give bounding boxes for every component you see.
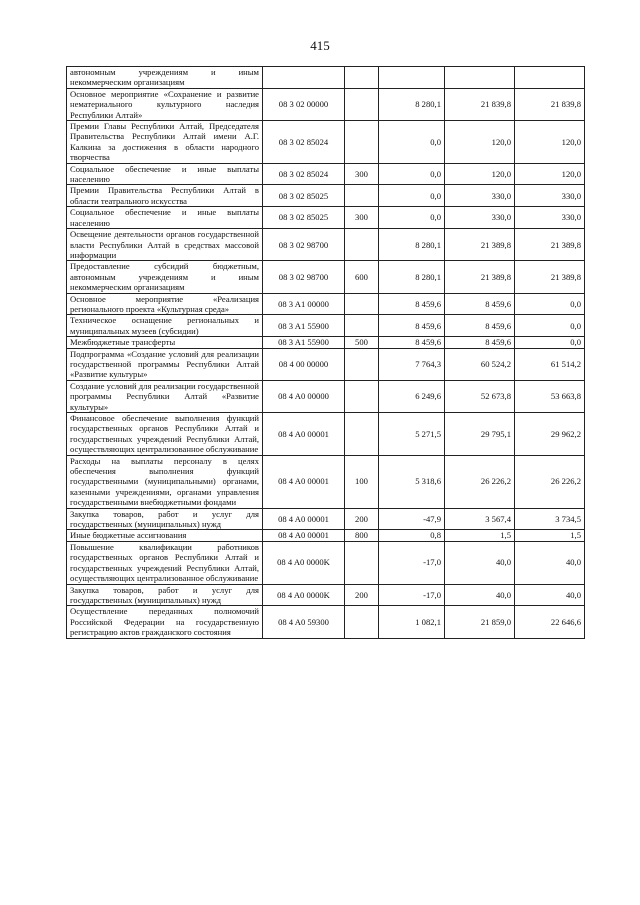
- amount-cell-1: 5 271,5: [379, 413, 445, 456]
- expense-type-cell: [345, 315, 379, 337]
- expense-type-cell: 600: [345, 261, 379, 293]
- amount-cell-3: 0,0: [515, 315, 585, 337]
- row-name-cell: Социальное обеспечение и иные выплаты населению: [67, 163, 263, 185]
- table-row: [67, 67, 585, 89]
- amount-cell-3: 0,0: [515, 293, 585, 315]
- amount-cell-2: 60 524,2: [445, 348, 515, 380]
- target-code-cell: 08 4 A0 0000K: [263, 541, 345, 584]
- amount-cell-1: 8 280,1: [379, 261, 445, 293]
- table-row: [67, 185, 585, 207]
- expense-type-cell: [345, 185, 379, 207]
- amount-cell-3: 61 514,2: [515, 348, 585, 380]
- table-row: [67, 541, 585, 584]
- amount-cell-3: 53 663,8: [515, 380, 585, 412]
- target-code-cell: 08 4 A0 00001: [263, 413, 345, 456]
- target-code-cell: 08 3 02 85024: [263, 121, 345, 164]
- amount-cell-2: 52 673,8: [445, 380, 515, 412]
- amount-cell-1: 1 082,1: [379, 606, 445, 638]
- row-name-cell: Премии Главы Республики Алтай, Председателя Правительства Республики Алтай имени А.Г. Калкина за достижения в области народного творчества: [67, 121, 263, 164]
- target-code-cell: 08 3 02 85025: [263, 185, 345, 207]
- table-row: [67, 315, 585, 337]
- amount-cell-3: 21 389,8: [515, 229, 585, 261]
- row-name-cell: Финансовое обеспечение выполнения функций государственных органов Республики Алтай и государственных учреждений Республики Алтай, осуществляющих централизованное обслуживание: [67, 413, 263, 456]
- amount-cell-2: 21 389,8: [445, 229, 515, 261]
- amount-cell-2: 21 839,8: [445, 88, 515, 120]
- expense-type-cell: 100: [345, 455, 379, 508]
- target-code-cell: 08 4 A0 0000K: [263, 584, 345, 606]
- target-code-cell: 08 3 A1 55900: [263, 315, 345, 337]
- expense-type-cell: [345, 88, 379, 120]
- table-row: [67, 229, 585, 261]
- budget-table: [66, 66, 585, 639]
- amount-cell-2: 26 226,2: [445, 455, 515, 508]
- row-name-cell: Закупка товаров, работ и услуг для государственных (муниципальных) нужд: [67, 584, 263, 606]
- expense-type-cell: 200: [345, 584, 379, 606]
- amount-cell-3: 21 389,8: [515, 261, 585, 293]
- expense-type-cell: [345, 380, 379, 412]
- table-row: [67, 455, 585, 508]
- table-row: [67, 261, 585, 293]
- amount-cell-1: -17,0: [379, 541, 445, 584]
- amount-cell-3: 120,0: [515, 121, 585, 164]
- amount-cell-2: 330,0: [445, 207, 515, 229]
- table-row: [67, 584, 585, 606]
- amount-cell-3: 40,0: [515, 541, 585, 584]
- amount-cell-1: 8 459,6: [379, 337, 445, 348]
- amount-cell-2: 1,5: [445, 530, 515, 541]
- table-row: [67, 348, 585, 380]
- row-name-cell: Расходы на выплаты персоналу в целях обеспечения выполнения функций государственными (муниципальными) органами, казенными учреждениями, органами управления государственными внебюджетными фондами: [67, 455, 263, 508]
- expense-type-cell: [345, 606, 379, 638]
- row-name-cell: Предоставление субсидий бюджетным, автономным учреждениям и иным некоммерческим организациям: [67, 261, 263, 293]
- row-name-cell: Создание условий для реализации государственной программы Республики Алтай «Развитие культуры»: [67, 380, 263, 412]
- target-code-cell: 08 4 00 00000: [263, 348, 345, 380]
- row-name-cell: Межбюджетные трансферты: [67, 337, 263, 348]
- amount-cell-2: 120,0: [445, 163, 515, 185]
- target-code-cell: 08 3 02 85024: [263, 163, 345, 185]
- amount-cell-3: 21 839,8: [515, 88, 585, 120]
- row-name-cell: Освещение деятельности органов государственной власти Республики Алтай в средствах массовой информации: [67, 229, 263, 261]
- amount-cell-1: [379, 67, 445, 89]
- expense-type-cell: 300: [345, 163, 379, 185]
- table-row: [67, 88, 585, 120]
- amount-cell-2: 40,0: [445, 541, 515, 584]
- amount-cell-3: 29 962,2: [515, 413, 585, 456]
- expense-type-cell: 800: [345, 530, 379, 541]
- expense-type-cell: [345, 413, 379, 456]
- row-name-cell: Основное мероприятие «Сохранение и развитие нематериального культурного наследия Республики Алтай»: [67, 88, 263, 120]
- budget-table-body: [67, 67, 585, 639]
- table-row: [67, 530, 585, 541]
- target-code-cell: 08 3 A1 55900: [263, 337, 345, 348]
- target-code-cell: 08 3 A1 00000: [263, 293, 345, 315]
- amount-cell-1: 5 318,6: [379, 455, 445, 508]
- row-name-cell: Иные бюджетные ассигнования: [67, 530, 263, 541]
- row-name-cell: Подпрограмма «Создание условий для реализации государственной программы Республики Алтай «Развитие культуры»: [67, 348, 263, 380]
- amount-cell-3: 3 734,5: [515, 508, 585, 530]
- row-name-cell: Закупка товаров, работ и услуг для государственных (муниципальных) нужд: [67, 508, 263, 530]
- amount-cell-2: 120,0: [445, 121, 515, 164]
- amount-cell-1: 0,0: [379, 121, 445, 164]
- target-code-cell: 08 4 A0 00000: [263, 380, 345, 412]
- table-row: [67, 337, 585, 348]
- amount-cell-3: 330,0: [515, 207, 585, 229]
- amount-cell-3: 0,0: [515, 337, 585, 348]
- target-code-cell: 08 3 02 00000: [263, 88, 345, 120]
- expense-type-cell: [345, 293, 379, 315]
- table-row: [67, 121, 585, 164]
- amount-cell-2: 29 795,1: [445, 413, 515, 456]
- expense-type-cell: [345, 67, 379, 89]
- amount-cell-1: 8 280,1: [379, 88, 445, 120]
- amount-cell-3: [515, 67, 585, 89]
- row-name-cell: Техническое оснащение региональных и муниципальных музеев (субсидии): [67, 315, 263, 337]
- amount-cell-2: 8 459,6: [445, 315, 515, 337]
- amount-cell-3: 330,0: [515, 185, 585, 207]
- table-row: [67, 207, 585, 229]
- amount-cell-3: 1,5: [515, 530, 585, 541]
- amount-cell-2: 40,0: [445, 584, 515, 606]
- amount-cell-1: 6 249,6: [379, 380, 445, 412]
- row-name-cell: Премии Правительства Республики Алтай в области театрального искусства: [67, 185, 263, 207]
- expense-type-cell: 300: [345, 207, 379, 229]
- target-code-cell: [263, 67, 345, 89]
- expense-type-cell: 500: [345, 337, 379, 348]
- target-code-cell: 08 4 A0 00001: [263, 455, 345, 508]
- row-name-cell: Осуществление переданных полномочий Российской Федерации на государственную регистрацию актов гражданского состояния: [67, 606, 263, 638]
- target-code-cell: 08 4 A0 00001: [263, 530, 345, 541]
- row-name-cell: Основное мероприятие «Реализация регионального проекта «Культурная среда»: [67, 293, 263, 315]
- amount-cell-1: 0,0: [379, 207, 445, 229]
- page-number: 415: [310, 38, 330, 53]
- amount-cell-1: 8 459,6: [379, 315, 445, 337]
- expense-type-cell: [345, 348, 379, 380]
- expense-type-cell: 200: [345, 508, 379, 530]
- amount-cell-2: 21 859,0: [445, 606, 515, 638]
- target-code-cell: 08 3 02 98700: [263, 229, 345, 261]
- amount-cell-2: 3 567,4: [445, 508, 515, 530]
- amount-cell-3: 40,0: [515, 584, 585, 606]
- amount-cell-1: 8 280,1: [379, 229, 445, 261]
- expense-type-cell: [345, 229, 379, 261]
- table-row: [67, 293, 585, 315]
- amount-cell-1: -47,9: [379, 508, 445, 530]
- amount-cell-1: 0,0: [379, 163, 445, 185]
- table-row: [67, 508, 585, 530]
- amount-cell-2: 8 459,6: [445, 337, 515, 348]
- row-name-cell: автономным учреждениям и иным некоммерческим организациям: [67, 67, 263, 89]
- target-code-cell: 08 3 02 98700: [263, 261, 345, 293]
- table-row: [67, 380, 585, 412]
- row-name-cell: Социальное обеспечение и иные выплаты населению: [67, 207, 263, 229]
- target-code-cell: 08 4 A0 59300: [263, 606, 345, 638]
- amount-cell-1: 0,8: [379, 530, 445, 541]
- amount-cell-2: 21 389,8: [445, 261, 515, 293]
- amount-cell-1: 8 459,6: [379, 293, 445, 315]
- expense-type-cell: [345, 541, 379, 584]
- target-code-cell: 08 3 02 85025: [263, 207, 345, 229]
- table-row: [67, 413, 585, 456]
- row-name-cell: Повышение квалификации работников государственных органов Республики Алтай и государственных учреждений Республики Алтай, осуществляющих централизованное обслуживание: [67, 541, 263, 584]
- amount-cell-3: 120,0: [515, 163, 585, 185]
- amount-cell-1: 0,0: [379, 185, 445, 207]
- amount-cell-3: 26 226,2: [515, 455, 585, 508]
- amount-cell-2: 330,0: [445, 185, 515, 207]
- table-row: [67, 163, 585, 185]
- table-row: [67, 606, 585, 638]
- amount-cell-2: [445, 67, 515, 89]
- target-code-cell: 08 4 A0 00001: [263, 508, 345, 530]
- amount-cell-3: 22 646,6: [515, 606, 585, 638]
- amount-cell-1: -17,0: [379, 584, 445, 606]
- amount-cell-1: 7 764,3: [379, 348, 445, 380]
- amount-cell-2: 8 459,6: [445, 293, 515, 315]
- expense-type-cell: [345, 121, 379, 164]
